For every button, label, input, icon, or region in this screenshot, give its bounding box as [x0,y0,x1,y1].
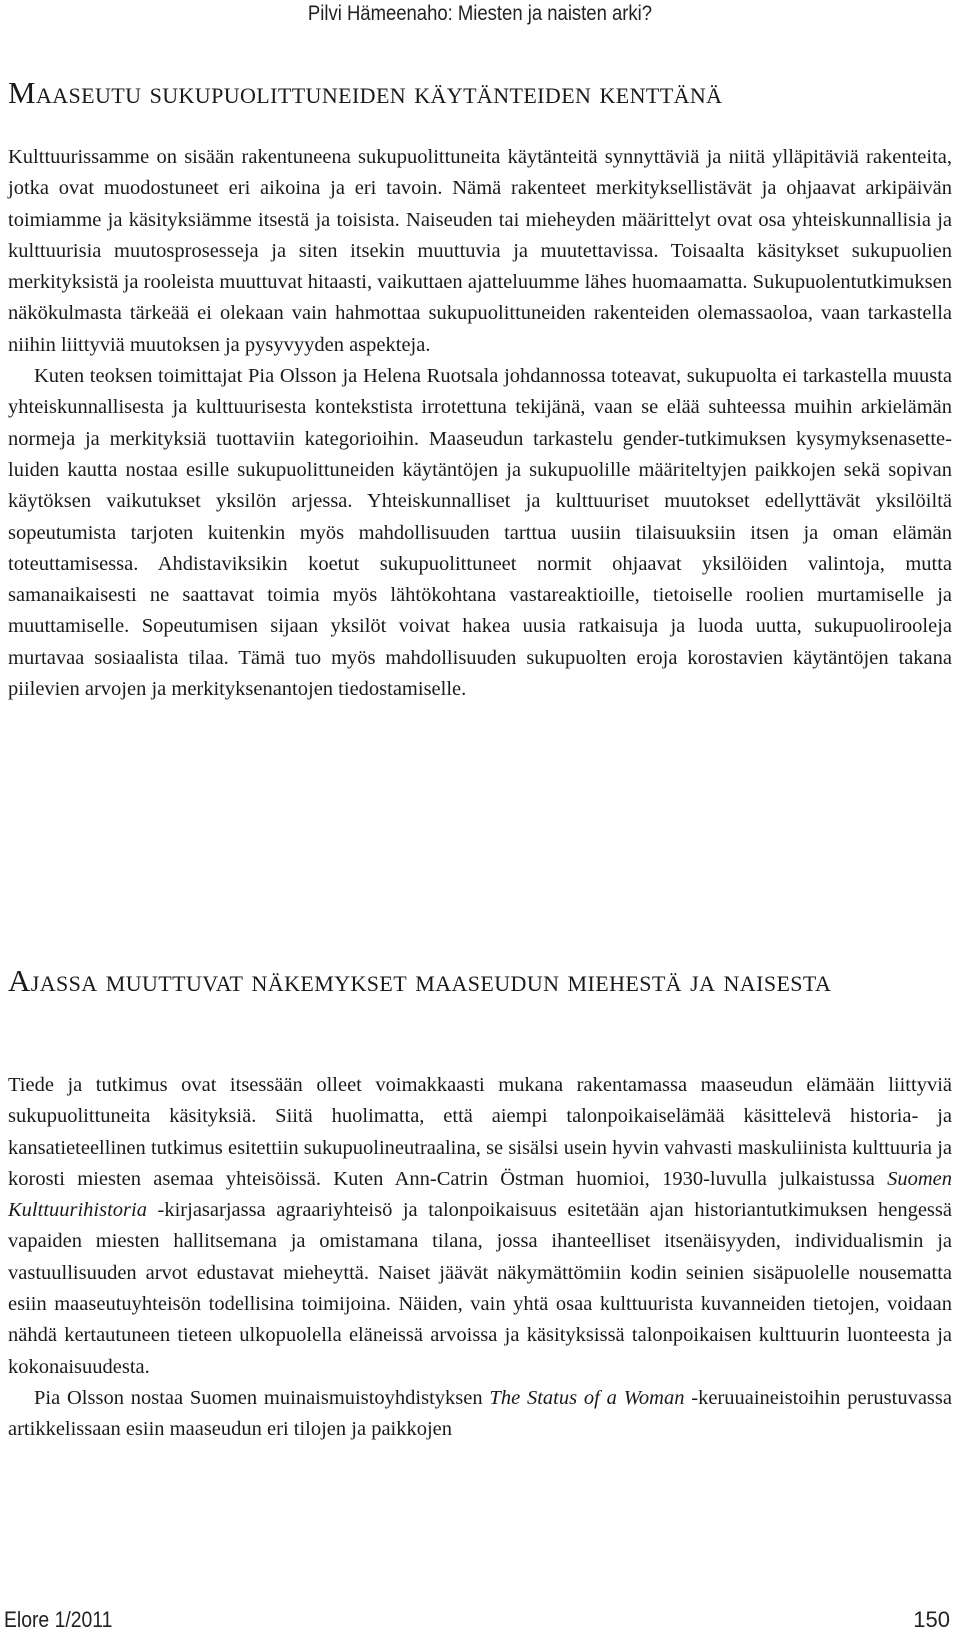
paragraph-text: -kirjasarjassa agraariyhteisö ja talonpoikaisuus esitetään ajan historiantutkimuksen hengessä vapaiden miesten hallitsemana ja omistamana tilana, jossa ihanteelliset itsenäisyyden, individualismin ja vastuullisuuden arvot edustavat mieheyttä. Naiset jäävät näkymättömiin kodin seinien sisäpuolelle nousematta esiin maaseutuyhteisön todellisina toimijoina. Näiden, vain yhtä osaa kulttuurista kuvanneiden tietojen, voidaan nähdä kertautuneen tieteen ulkopuolella eläneissä arvoissa ja käsityksissä talonpoikaisen kulttuurin luonteesta ja kokonaisuudesta. [8,1199,952,1378]
paragraph-text: -keruuaineistoihin perustuvassa artikkelissaan esiin maaseudun eri tilojen ja paikkojen [8,1386,952,1441]
footer-journal: Elore 1/2011 [4,1607,113,1632]
paragraph [8,1383,952,1446]
paragraph: Kulttuurissamme on sisään rakentuneena sukupuolittuneita käytänteitä synnyttäviä ja niitä ylläpitäviä rakenteita, jotka ovat muodostuneet eri aikoina ja eri tavoin. Nämä rakenteet merkityksellistävät ja ohjaavat arkipäivän toimiamme ja käsityksiämme itsestä ja toisista. Naiseuden tai mieheyden määrittelyt ovat osa yhteiskunnallisia ja kulttuurisia muutosprosesseja ja siten itsekin muuttuvia ja muutettavissa. Toisaalta käsitykset sukupuolien merkityksistä ja rooleista muuttuvat hitaasti, vaikuttaen ajatteluumme lähes huomaamatta. Sukupuolentutkimuksen näkökulmasta tärkeää ei olekaan vain hahmottaa sukupuolittuneiden rakenteiden olemassaoloa, vaan tarkastella niihin liittyviä muutoksen ja pysyvyyden aspekteja. [8,146,952,356]
book-title: Suomen Kulttuurihistoria [8,1167,952,1222]
paragraph-text: Tiede ja tutkimus ovat itsessään olleet voimakkaasti mukana rakentamassa maaseudun elämään liittyviä sukupuolittuneita käsityksiä. Siitä huolimatta, että aiempi talonpoikaiselämää käsittelevä historia- ja kansatieteellinen tutkimus esitettiin sukupuolineutraalina, se sisälsi usein hyvin vahvasti maskuliinista kulttuuria ja korosti miesten asemaa yhteisöissä. Kuten Ann-Catrin Östman huomioi, 1930-luvulla julkaistussa [8,1074,952,1190]
section-heading-text: Maaseutu sukupuolittuneiden käytänteiden kenttänä [8,75,723,110]
section-heading-2 [8,958,952,1004]
paragraph-text: Pia Olsson nostaa Suomen muinaismuistoyhdistyksen [34,1386,490,1409]
footer-page-number: 150 [913,1607,950,1632]
collection-title: The Status of a Woman [489,1386,685,1409]
section-heading-text: Ajassa muuttuvat näkemykset maaseudun miehestä ja naisesta [8,963,832,998]
paragraph: Kuten teoksen toimittajat Pia Olsson ja Helena Ruotsala johdannossa toteavat, sukupuolta ei tarkastella muusta yhteiskunnallisesta ja kulttuurisesta kontekstista irrotettuna tekijänä, vaan se elää suhteessa muihin arkielämän normeja ja merkityksiä tuottaviin kategorioihin. Maaseudun tarkastelu gender-tutkimuksen kysymyksenasetteluiden kautta nostaa esille sukupuolittuneiden käytäntöjen ja sukupuolille määriteltyjen paikkojen sekä sopivan käytöksen vaikutukset yksilön arjessa. Yhteiskunnalliset ja kulttuuriset muutokset edellyttävät yksilöiltä sopeutumista tarjoten kuitenkin myös mahdollisuuden tarttua uusiin tilaisuuksiin itsen ja oman elämän toteuttamisessa. Ahdistaviksikin koetut sukupuolittuneet normit ohjaavat yksilöiden valintoja, mutta samanaikaisesti ne saattavat toimia myös lähtökohtana vastareaktioille, tietoiselle roolien murtamiselle ja muuttamiselle. Sopeutumisen sijaan yksilöt voivat hakea uusia ratkaisuja ja luoda uutta, sukupuolirooleja murtavaa sosiaalista tilaa. Tämä tuo myös mahdollisuuden sukupuolten eroja korostavien käytäntöjen takana piilevien arvojen ja merkityksenantojen tiedostamiselle. [8,365,952,701]
section-heading-1 [8,75,952,111]
section-1-body [8,142,952,705]
paragraph [8,1070,952,1383]
section-2-body [8,1070,952,1446]
running-header: Pilvi Hämeenaho: Miesten ja naisten arki? [307,2,653,25]
